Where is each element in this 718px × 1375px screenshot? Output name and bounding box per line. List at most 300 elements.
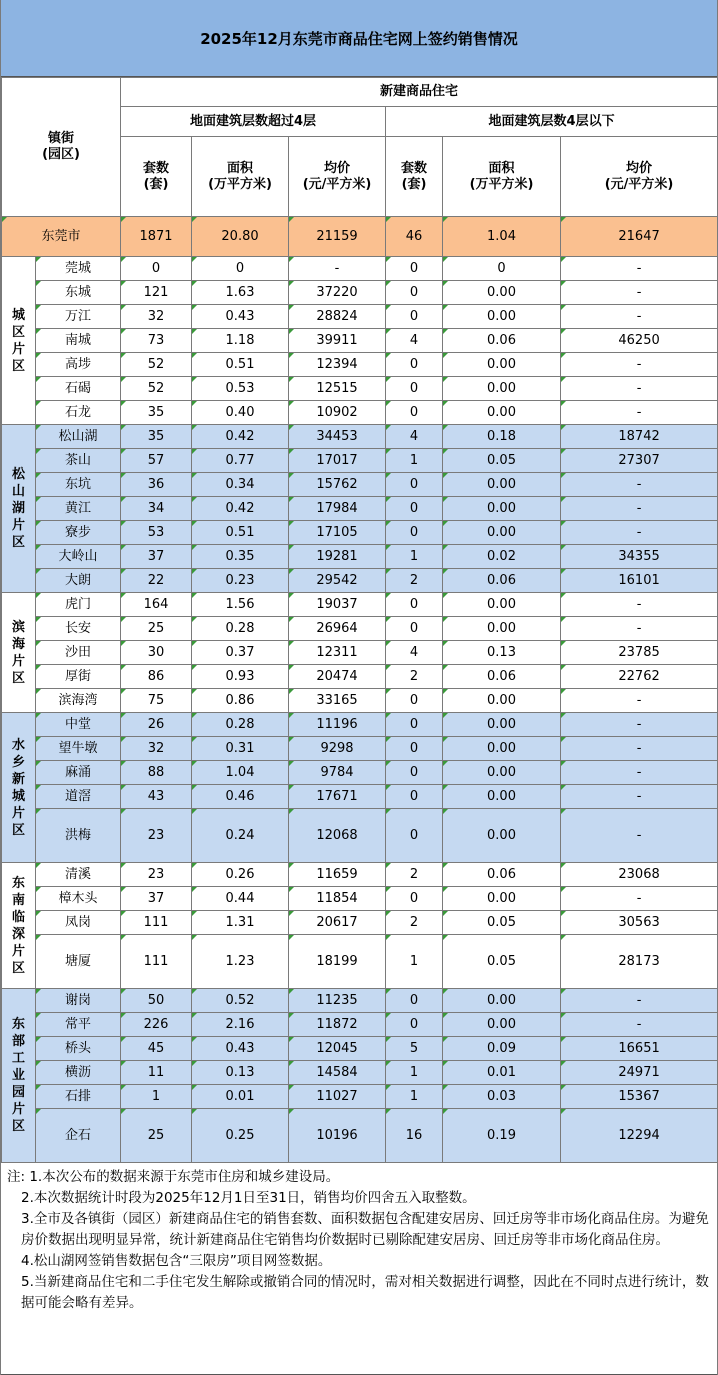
units-below4-cell: 2 [386, 665, 443, 689]
price-below4-cell: - [561, 887, 718, 911]
district-row [2, 1109, 718, 1163]
district-row [2, 989, 718, 1013]
area-below4-cell: 0.00 [443, 689, 561, 713]
units-above4-cell: 0 [121, 257, 192, 281]
new-housing-header: 新建商品住宅 [121, 78, 718, 107]
price-below4-cell: - [561, 257, 718, 281]
district-row [2, 569, 718, 593]
area-below4-cell: 0.00 [443, 353, 561, 377]
units-above4-cell: 111 [121, 935, 192, 989]
units-above4-cell: 57 [121, 449, 192, 473]
district-name: 南城 [36, 329, 121, 353]
area-below4-cell: 0.05 [443, 911, 561, 935]
district-name: 沙田 [36, 641, 121, 665]
price-below4-cell: 18742 [561, 425, 718, 449]
area-below4-cell: 0.00 [443, 713, 561, 737]
units-above4-cell: 23 [121, 809, 192, 863]
price-above4-cell: 10196 [289, 1109, 386, 1163]
units-below4-cell: 0 [386, 593, 443, 617]
price-above4-cell: 17984 [289, 497, 386, 521]
units-below4-cell: 1 [386, 449, 443, 473]
area-below4-cell: 0.00 [443, 281, 561, 305]
area-below4-cell: 0.05 [443, 935, 561, 989]
units-above4-cell: 111 [121, 911, 192, 935]
area-below4-cell: 0.00 [443, 377, 561, 401]
units-below4-cell: 0 [386, 809, 443, 863]
price-above4-cell: 12311 [289, 641, 386, 665]
district-row [2, 665, 718, 689]
price-above4-cell: 28824 [289, 305, 386, 329]
area-above4-cell: 0.26 [192, 863, 289, 887]
units-above4-cell: 22 [121, 569, 192, 593]
note-4: 4.松山湖网签销售数据包含“三限房”项目网签数据。 [21, 1253, 332, 1269]
area-above4-cell: 1.04 [192, 761, 289, 785]
units-above4-cell: 121 [121, 281, 192, 305]
price-above4-cell: 11872 [289, 1013, 386, 1037]
price-above4-cell: 17671 [289, 785, 386, 809]
district-row [2, 425, 718, 449]
district-row [2, 497, 718, 521]
units-above4-cell: 86 [121, 665, 192, 689]
price-below4-cell: - [561, 761, 718, 785]
price-below4-cell: - [561, 401, 718, 425]
units-below4-cell: 0 [386, 1013, 443, 1037]
district-header-label: 镇街 (园区) [42, 131, 80, 162]
price-below4-cell: 12294 [561, 1109, 718, 1163]
price-below4-cell: 30563 [561, 911, 718, 935]
district-name: 厚街 [36, 665, 121, 689]
price-header-b: 均价 (元/平方米) [561, 137, 718, 217]
district-row [2, 1085, 718, 1109]
units-above4-cell: 32 [121, 305, 192, 329]
price-above4-cell: 11027 [289, 1085, 386, 1109]
district-name: 横沥 [36, 1061, 121, 1085]
units-above4-cell: 52 [121, 353, 192, 377]
units-below4-cell: 2 [386, 569, 443, 593]
city-area-a: 20.80 [192, 217, 289, 257]
area-above4-cell: 1.56 [192, 593, 289, 617]
area-above4-cell: 0.52 [192, 989, 289, 1013]
price-header-a: 均价 (元/平方米) [289, 137, 386, 217]
area-above4-cell: 0.35 [192, 545, 289, 569]
district-name: 谢岗 [36, 989, 121, 1013]
price-below4-cell: - [561, 353, 718, 377]
area-below4-cell: 0.01 [443, 1061, 561, 1085]
district-row [2, 713, 718, 737]
area-below4-cell: 0.00 [443, 809, 561, 863]
units-above4-cell: 164 [121, 593, 192, 617]
price-below4-cell: 24971 [561, 1061, 718, 1085]
price-below4-cell: 16651 [561, 1037, 718, 1061]
area-above4-cell: 0.24 [192, 809, 289, 863]
district-row [2, 353, 718, 377]
price-below4-cell: - [561, 617, 718, 641]
area-below4-cell: 0.00 [443, 737, 561, 761]
units-above4-cell: 88 [121, 761, 192, 785]
district-name: 长安 [36, 617, 121, 641]
units-header-a: 套数 (套) [121, 137, 192, 217]
price-above4-cell: 11235 [289, 989, 386, 1013]
district-name: 大岭山 [36, 545, 121, 569]
price-above4-cell: 29542 [289, 569, 386, 593]
price-below4-cell: 15367 [561, 1085, 718, 1109]
district-name: 石排 [36, 1085, 121, 1109]
units-below4-cell: 0 [386, 497, 443, 521]
units-below4-cell: 4 [386, 329, 443, 353]
district-row [2, 1037, 718, 1061]
district-row [2, 911, 718, 935]
units-below4-cell: 0 [386, 305, 443, 329]
below-4-floors-header: 地面建筑层数4层以下 [386, 107, 718, 137]
note-3: 3.全市及各镇街（园区）新建商品住宅的销售套数、面积数据包含配建安居房、回迁房等非市场化商品住房。为避免房价数据出现明显异常，统计新建商品住宅销售均价数据时已剔除配建安居房、回迁房等非市场化商品住房。 [21, 1211, 709, 1248]
price-below4-cell: - [561, 809, 718, 863]
area-below4-cell: 0.00 [443, 305, 561, 329]
note-1: 注: 1.本次公布的数据来源于东莞市住房和城乡建设局。 [7, 1169, 340, 1185]
units-below4-cell: 0 [386, 617, 443, 641]
zone-label: 东 部 工 业 园 片 区 [2, 989, 36, 1163]
units-below4-cell: 4 [386, 641, 443, 665]
price-above4-cell: 11854 [289, 887, 386, 911]
district-row [2, 617, 718, 641]
area-above4-cell: 0.51 [192, 521, 289, 545]
district-name: 道滘 [36, 785, 121, 809]
area-above4-cell: 1.63 [192, 281, 289, 305]
area-above4-cell: 0.25 [192, 1109, 289, 1163]
area-above4-cell: 0.43 [192, 305, 289, 329]
district-row [2, 641, 718, 665]
units-below4-cell: 4 [386, 425, 443, 449]
price-below4-cell: 22762 [561, 665, 718, 689]
units-below4-cell: 1 [386, 1085, 443, 1109]
district-row [2, 593, 718, 617]
price-below4-cell: - [561, 737, 718, 761]
area-above4-cell: 1.31 [192, 911, 289, 935]
area-below4-cell: 0.06 [443, 665, 561, 689]
units-below4-cell: 0 [386, 353, 443, 377]
units-above4-cell: 53 [121, 521, 192, 545]
area-below4-cell: 0.06 [443, 329, 561, 353]
price-above4-cell: 14584 [289, 1061, 386, 1085]
district-row [2, 449, 718, 473]
units-below4-cell: 0 [386, 521, 443, 545]
price-above4-cell: 12394 [289, 353, 386, 377]
price-above4-cell: 18199 [289, 935, 386, 989]
area-below4-cell: 0.05 [443, 449, 561, 473]
units-below4-cell: 1 [386, 935, 443, 989]
units-below4-cell: 0 [386, 761, 443, 785]
zone-label: 城 区 片 区 [2, 257, 36, 425]
district-row [2, 521, 718, 545]
district-name: 寮步 [36, 521, 121, 545]
units-below4-cell: 0 [386, 989, 443, 1013]
zone-label: 滨 海 片 区 [2, 593, 36, 713]
footnotes [1, 1163, 717, 1314]
district-name: 虎门 [36, 593, 121, 617]
district-row [2, 737, 718, 761]
price-above4-cell: 19281 [289, 545, 386, 569]
area-above4-cell: 0.42 [192, 497, 289, 521]
units-below4-cell: 0 [386, 377, 443, 401]
zone-label: 东 南 临 深 片 区 [2, 863, 36, 989]
area-below4-cell: 0.06 [443, 863, 561, 887]
price-below4-cell: - [561, 989, 718, 1013]
area-below4-cell: 0.02 [443, 545, 561, 569]
area-above4-cell: 0.86 [192, 689, 289, 713]
units-above4-cell: 34 [121, 497, 192, 521]
zone-label: 水 乡 新 城 片 区 [2, 713, 36, 863]
district-name: 常平 [36, 1013, 121, 1037]
units-above4-cell: 50 [121, 989, 192, 1013]
area-above4-cell: 0 [192, 257, 289, 281]
price-below4-cell: - [561, 713, 718, 737]
district-row [2, 809, 718, 863]
area-below4-cell: 0.09 [443, 1037, 561, 1061]
price-above4-cell: 26964 [289, 617, 386, 641]
units-header-b: 套数 (套) [386, 137, 443, 217]
price-below4-cell: - [561, 473, 718, 497]
price-above4-cell: 20617 [289, 911, 386, 935]
units-above4-cell: 36 [121, 473, 192, 497]
area-below4-cell: 0.03 [443, 1085, 561, 1109]
price-below4-cell: 28173 [561, 935, 718, 989]
district-name: 松山湖 [36, 425, 121, 449]
area-above4-cell: 0.51 [192, 353, 289, 377]
price-above4-cell: 37220 [289, 281, 386, 305]
units-above4-cell: 75 [121, 689, 192, 713]
area-below4-cell: 0.00 [443, 989, 561, 1013]
district-row [2, 761, 718, 785]
district-name: 凤岗 [36, 911, 121, 935]
city-price-a: 21159 [289, 217, 386, 257]
district-name: 石碣 [36, 377, 121, 401]
price-above4-cell: 11659 [289, 863, 386, 887]
note-5: 5.当新建商品住宅和二手住宅发生解除或撤销合同的情况时，需对相关数据进行调整，因此在不同时点进行统计，数据可能会略有差异。 [21, 1274, 709, 1311]
district-row [2, 863, 718, 887]
report-title: 2025年12月东莞市商品住宅网上签约销售情况 [1, 0, 717, 77]
units-above4-cell: 37 [121, 545, 192, 569]
price-above4-cell: 17017 [289, 449, 386, 473]
units-above4-cell: 45 [121, 1037, 192, 1061]
district-name: 大朗 [36, 569, 121, 593]
district-row [2, 257, 718, 281]
district-name: 中堂 [36, 713, 121, 737]
units-above4-cell: 73 [121, 329, 192, 353]
district-row [2, 377, 718, 401]
units-below4-cell: 0 [386, 281, 443, 305]
district-name: 万江 [36, 305, 121, 329]
area-above4-cell: 1.23 [192, 935, 289, 989]
note-2: 2.本次数据统计时段为2025年12月1日至31日，销售均价四舍五入取整数。 [21, 1190, 476, 1206]
units-above4-cell: 25 [121, 1109, 192, 1163]
price-above4-cell: 19037 [289, 593, 386, 617]
area-header-b: 面积 (万平方米) [443, 137, 561, 217]
district-name: 黄江 [36, 497, 121, 521]
area-above4-cell: 1.18 [192, 329, 289, 353]
zone-label: 松 山 湖 片 区 [2, 425, 36, 593]
area-above4-cell: 0.31 [192, 737, 289, 761]
area-above4-cell: 0.46 [192, 785, 289, 809]
area-above4-cell: 0.44 [192, 887, 289, 911]
district-row [2, 329, 718, 353]
price-above4-cell: 20474 [289, 665, 386, 689]
area-above4-cell: 2.16 [192, 1013, 289, 1037]
above-4-floors-header: 地面建筑层数超过4层 [121, 107, 386, 137]
area-above4-cell: 0.43 [192, 1037, 289, 1061]
area-above4-cell: 0.42 [192, 425, 289, 449]
area-below4-cell: 0.00 [443, 497, 561, 521]
area-below4-cell: 0.00 [443, 473, 561, 497]
units-below4-cell: 0 [386, 473, 443, 497]
units-above4-cell: 37 [121, 887, 192, 911]
district-name: 桥头 [36, 1037, 121, 1061]
area-above4-cell: 0.34 [192, 473, 289, 497]
district-row [2, 1013, 718, 1037]
district-name: 塘厦 [36, 935, 121, 989]
area-below4-cell: 0.00 [443, 761, 561, 785]
district-row [2, 1061, 718, 1085]
price-above4-cell: 12515 [289, 377, 386, 401]
units-below4-cell: 0 [386, 401, 443, 425]
area-below4-cell: 0.00 [443, 617, 561, 641]
units-above4-cell: 26 [121, 713, 192, 737]
district-name: 东坑 [36, 473, 121, 497]
district-row [2, 281, 718, 305]
units-above4-cell: 1 [121, 1085, 192, 1109]
area-above4-cell: 0.40 [192, 401, 289, 425]
area-below4-cell: 0.13 [443, 641, 561, 665]
units-below4-cell: 0 [386, 689, 443, 713]
area-above4-cell: 0.01 [192, 1085, 289, 1109]
area-above4-cell: 0.53 [192, 377, 289, 401]
units-below4-cell: 2 [386, 863, 443, 887]
district-row [2, 785, 718, 809]
district-name: 企石 [36, 1109, 121, 1163]
units-above4-cell: 43 [121, 785, 192, 809]
price-above4-cell: 15762 [289, 473, 386, 497]
area-above4-cell: 0.23 [192, 569, 289, 593]
price-below4-cell: 23785 [561, 641, 718, 665]
price-below4-cell: 16101 [561, 569, 718, 593]
price-below4-cell: - [561, 305, 718, 329]
district-row [2, 689, 718, 713]
units-below4-cell: 1 [386, 545, 443, 569]
price-below4-cell: 34355 [561, 545, 718, 569]
units-below4-cell: 0 [386, 785, 443, 809]
city-units-b: 46 [386, 217, 443, 257]
district-row [2, 935, 718, 989]
district-name: 莞城 [36, 257, 121, 281]
area-below4-cell: 0 [443, 257, 561, 281]
price-below4-cell: - [561, 1013, 718, 1037]
sales-table [1, 77, 718, 1163]
district-name: 茶山 [36, 449, 121, 473]
district-row [2, 545, 718, 569]
area-above4-cell: 0.93 [192, 665, 289, 689]
area-below4-cell: 0.00 [443, 1013, 561, 1037]
city-price-b: 21647 [561, 217, 718, 257]
price-above4-cell: - [289, 257, 386, 281]
area-below4-cell: 0.06 [443, 569, 561, 593]
district-row [2, 473, 718, 497]
price-above4-cell: 33165 [289, 689, 386, 713]
price-above4-cell: 39911 [289, 329, 386, 353]
district-name: 麻涌 [36, 761, 121, 785]
area-header-a: 面积 (万平方米) [192, 137, 289, 217]
area-below4-cell: 0.00 [443, 887, 561, 911]
units-above4-cell: 25 [121, 617, 192, 641]
price-above4-cell: 12068 [289, 809, 386, 863]
units-above4-cell: 35 [121, 425, 192, 449]
district-name: 洪梅 [36, 809, 121, 863]
units-below4-cell: 0 [386, 887, 443, 911]
price-below4-cell: 27307 [561, 449, 718, 473]
units-below4-cell: 0 [386, 713, 443, 737]
area-above4-cell: 0.77 [192, 449, 289, 473]
price-below4-cell: - [561, 521, 718, 545]
price-below4-cell: - [561, 785, 718, 809]
area-below4-cell: 0.00 [443, 593, 561, 617]
units-below4-cell: 0 [386, 737, 443, 761]
city-total-row [2, 217, 718, 257]
price-below4-cell: - [561, 593, 718, 617]
units-below4-cell: 0 [386, 257, 443, 281]
units-above4-cell: 52 [121, 377, 192, 401]
area-above4-cell: 0.13 [192, 1061, 289, 1085]
district-name: 樟木头 [36, 887, 121, 911]
area-below4-cell: 0.00 [443, 521, 561, 545]
price-above4-cell: 11196 [289, 713, 386, 737]
city-units-a: 1871 [121, 217, 192, 257]
price-below4-cell: - [561, 497, 718, 521]
price-above4-cell: 17105 [289, 521, 386, 545]
units-above4-cell: 30 [121, 641, 192, 665]
units-above4-cell: 23 [121, 863, 192, 887]
district-name: 东城 [36, 281, 121, 305]
units-below4-cell: 16 [386, 1109, 443, 1163]
district-row [2, 887, 718, 911]
district-name: 滨海湾 [36, 689, 121, 713]
district-header [2, 78, 121, 217]
area-below4-cell: 0.00 [443, 785, 561, 809]
area-above4-cell: 0.28 [192, 617, 289, 641]
units-below4-cell: 1 [386, 1061, 443, 1085]
price-above4-cell: 34453 [289, 425, 386, 449]
price-below4-cell: - [561, 377, 718, 401]
units-below4-cell: 2 [386, 911, 443, 935]
price-below4-cell: - [561, 281, 718, 305]
city-area-b: 1.04 [443, 217, 561, 257]
area-below4-cell: 0.00 [443, 401, 561, 425]
units-below4-cell: 5 [386, 1037, 443, 1061]
price-above4-cell: 9784 [289, 761, 386, 785]
area-above4-cell: 0.28 [192, 713, 289, 737]
district-row [2, 305, 718, 329]
price-below4-cell: 23068 [561, 863, 718, 887]
price-below4-cell: - [561, 689, 718, 713]
price-above4-cell: 12045 [289, 1037, 386, 1061]
district-row [2, 401, 718, 425]
city-name: 东莞市 [2, 217, 121, 257]
units-above4-cell: 32 [121, 737, 192, 761]
area-below4-cell: 0.19 [443, 1109, 561, 1163]
area-below4-cell: 0.18 [443, 425, 561, 449]
units-above4-cell: 226 [121, 1013, 192, 1037]
price-above4-cell: 10902 [289, 401, 386, 425]
district-name: 高埗 [36, 353, 121, 377]
area-above4-cell: 0.37 [192, 641, 289, 665]
units-above4-cell: 11 [121, 1061, 192, 1085]
district-name: 石龙 [36, 401, 121, 425]
